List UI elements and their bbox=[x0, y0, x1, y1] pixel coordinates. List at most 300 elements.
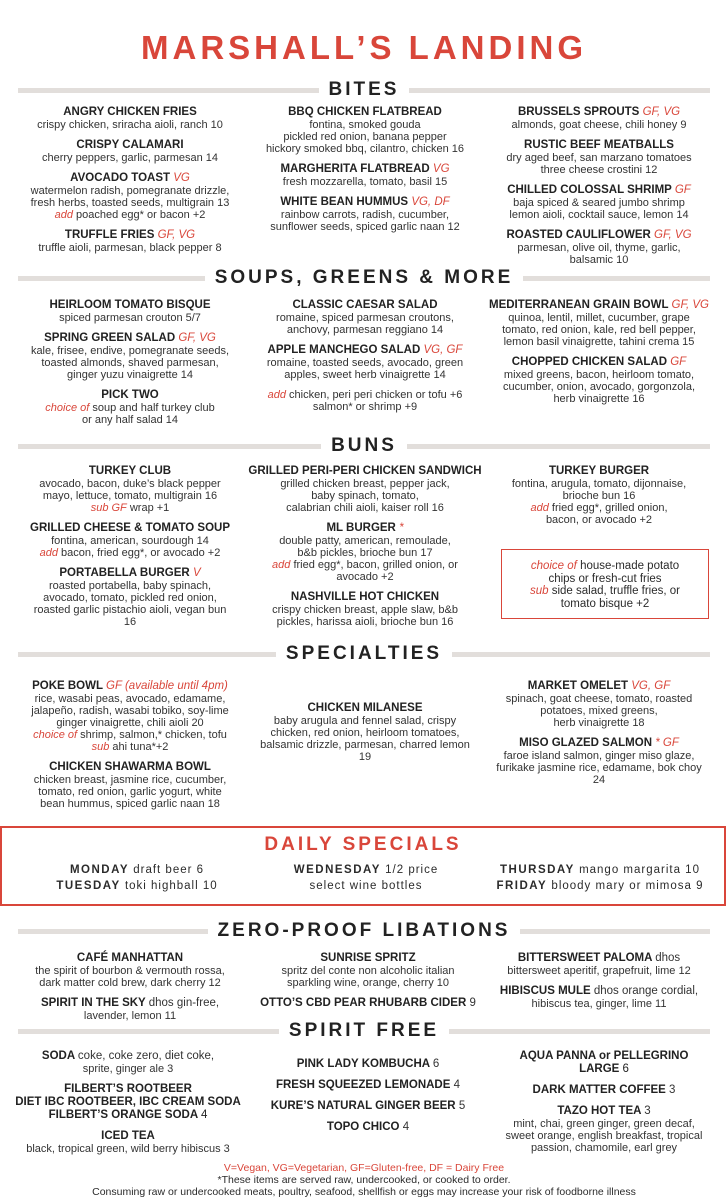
item-title: SPIRIT IN THE SKY bbox=[40, 997, 146, 1009]
item-addon bbox=[486, 502, 712, 514]
menu-item bbox=[486, 229, 712, 266]
item-inline-desc: 4 bbox=[402, 1121, 410, 1133]
item-desc: brioche bun 16 bbox=[562, 490, 636, 502]
addon-text: wrap +1 bbox=[129, 502, 170, 514]
item-desc: balsamic 10 bbox=[569, 254, 629, 266]
item-title: CHICKEN MILANESE bbox=[307, 702, 423, 714]
item-inline-desc: 3 bbox=[669, 1084, 676, 1096]
item-desc: quinoa, lentil, millet, cucumber, grape bbox=[508, 312, 690, 324]
raw-items-note: *These items are served raw, undercooked, or cooked to order. bbox=[217, 1174, 511, 1186]
item-name bbox=[247, 702, 483, 715]
item-desc: chicken breast, jasmine rice, cucumber, bbox=[33, 774, 227, 786]
daily-monday-tuesday: MONDAY draft beer 6 TUESDAY toki highball 10 bbox=[56, 864, 218, 892]
item-desc: jalapeño, radish, wasabi tobiko, soy-lime bbox=[31, 705, 229, 717]
item-title: GRILLED PERI-PERI CHICKEN SANDWICH bbox=[248, 465, 482, 477]
menu-item bbox=[244, 591, 486, 628]
menu-item bbox=[14, 522, 246, 559]
menu-item bbox=[247, 163, 483, 188]
item-desc: ginger yuzu vinaigrette 14 bbox=[67, 369, 193, 381]
item-title: BITTERSWEET PALOMA bbox=[517, 952, 653, 964]
item-desc: romaine, spiced parmesan croutons, bbox=[276, 312, 454, 324]
item-title: SUNRISE SPRITZ bbox=[320, 952, 416, 964]
menu-item bbox=[247, 344, 483, 381]
bites-col-3 bbox=[486, 106, 712, 274]
item-name-line bbox=[6, 1096, 250, 1109]
item-inline-desc: 3 bbox=[644, 1105, 651, 1117]
dietary-tag: VG bbox=[173, 172, 190, 184]
dietary-tag: VG, GF bbox=[631, 680, 671, 692]
dietary-tag: GF, VG bbox=[671, 299, 709, 311]
menu-item bbox=[247, 389, 483, 413]
menu-item bbox=[244, 522, 486, 583]
daily-specials-box bbox=[0, 826, 726, 906]
item-title: PINK LADY KOMBUCHA bbox=[296, 1058, 430, 1070]
menu-item bbox=[10, 997, 250, 1022]
addon-label: add bbox=[272, 559, 291, 571]
item-price: 6 bbox=[622, 1063, 629, 1075]
item-desc: grilled chicken breast, pepper jack, bbox=[280, 478, 450, 490]
item-name bbox=[10, 952, 250, 965]
item-inline-desc: 5 bbox=[458, 1100, 466, 1112]
item-desc: sparkling wine, orange, cherry 10 bbox=[286, 977, 450, 989]
item-desc: sweet orange, english breakfast, tropical bbox=[505, 1130, 703, 1142]
item-desc: bean hummus, spiced garlic naan 18 bbox=[40, 798, 220, 810]
item-name bbox=[486, 106, 712, 119]
item-title: RUSTIC BEEF MEATBALLS bbox=[524, 139, 674, 151]
item-desc: roasted garlic pistachio aioli, vegan bun bbox=[33, 604, 227, 616]
menu-item bbox=[250, 1058, 486, 1071]
item-desc: spiced parmesan crouton 5/7 bbox=[59, 312, 201, 324]
item-title: KURE’S NATURAL GINGER BEER bbox=[270, 1100, 456, 1112]
item-name bbox=[247, 344, 483, 357]
item-desc: truffle aioli, parmesan, black pepper 8 bbox=[38, 242, 222, 254]
item-desc: crispy chicken breast, apple slaw, b&b bbox=[272, 604, 458, 616]
item-title: TURKEY CLUB bbox=[88, 465, 172, 477]
item-name-line bbox=[6, 1109, 250, 1122]
item-title: WHITE BEAN HUMMUS bbox=[280, 196, 409, 208]
addon-label: add bbox=[530, 502, 549, 514]
item-addon bbox=[14, 547, 246, 559]
item-addon bbox=[14, 209, 246, 221]
item-title: PORTABELLA BURGER bbox=[59, 567, 190, 579]
item-title: TRUFFLE FRIES bbox=[64, 229, 155, 241]
item-name bbox=[14, 299, 246, 312]
dietary-tag: GF, VG bbox=[642, 106, 681, 118]
item-desc: fresh mozzarella, tomato, basil 15 bbox=[282, 176, 448, 188]
zero-col-2 bbox=[250, 952, 486, 1018]
item-desc: lavender, lemon 11 bbox=[83, 1010, 177, 1022]
menu-item bbox=[14, 567, 246, 628]
item-inline-desc: 4 bbox=[453, 1079, 461, 1091]
item-title: MISO GLAZED SALMON bbox=[519, 737, 653, 749]
item-name bbox=[14, 332, 246, 345]
item-desc: herb vinaigrette 16 bbox=[553, 393, 645, 405]
item-name bbox=[244, 591, 486, 604]
item-title: APPLE MANCHEGO SALAD bbox=[267, 344, 421, 356]
menu-item bbox=[486, 1105, 722, 1154]
item-desc: furikake jasmine rice, edamame, bok choy bbox=[496, 762, 702, 774]
menu-item bbox=[247, 106, 483, 155]
dietary-tag: V bbox=[192, 567, 201, 579]
item-desc: pickled red onion, banana pepper bbox=[283, 131, 447, 143]
specialties-col-1 bbox=[14, 680, 246, 818]
dietary-tag: GF, VG bbox=[178, 332, 216, 344]
menu-item bbox=[14, 332, 246, 381]
item-title: GRILLED CHEESE & TOMATO SOUP bbox=[30, 522, 230, 534]
item-title: ML BURGER bbox=[326, 522, 396, 534]
menu-item bbox=[486, 952, 712, 977]
item-desc: almonds, goat cheese, chili honey 9 bbox=[511, 119, 687, 131]
item-title: MARKET OMELET bbox=[527, 680, 629, 692]
menu-item bbox=[14, 761, 246, 810]
section-header-soups: SOUPS, GREENS & MORE bbox=[18, 267, 710, 289]
item-desc: baby arugula and fennel salad, crispy bbox=[273, 715, 457, 727]
item-desc: 24 bbox=[592, 774, 606, 786]
item-desc: fresh herbs, toasted seeds, multigrain 13 bbox=[30, 197, 230, 209]
item-desc: faroe island salmon, ginger miso glaze, bbox=[503, 750, 695, 762]
item-desc: bacon, or avocado +2 bbox=[545, 514, 653, 526]
menu-item bbox=[250, 952, 486, 989]
buns-col-3 bbox=[486, 465, 712, 534]
sides-note-box: choice of house-made potato chips or fresh-cut fries sub side salad, truffle fries, or tomato bisque +2 bbox=[501, 549, 709, 619]
item-title: ICED TEA bbox=[101, 1130, 155, 1142]
addon-text: fried egg*, grilled onion, bbox=[551, 502, 668, 514]
dietary-tag: VG, GF bbox=[423, 344, 463, 356]
menu-item bbox=[14, 680, 246, 753]
menu-item bbox=[6, 1050, 250, 1075]
item-addon bbox=[14, 402, 246, 414]
item-name bbox=[250, 1058, 486, 1071]
dietary-tag: VG, DF bbox=[411, 196, 450, 208]
item-name bbox=[250, 1121, 486, 1134]
item-title: TAZO HOT TEA bbox=[557, 1105, 642, 1117]
dietary-legend: V=Vegan, VG=Vegetarian, GF=Gluten-free, DF = Dairy Free bbox=[223, 1162, 505, 1174]
item-desc: tomato, red onion, kale, red bell pepper, bbox=[502, 324, 696, 336]
item-title: NASHVILLE HOT CHICKEN bbox=[290, 591, 440, 603]
addon-label: add bbox=[39, 547, 58, 559]
item-desc: the spirit of bourbon & vermouth rossa, bbox=[35, 965, 225, 977]
item-name bbox=[244, 522, 486, 535]
item-title: ROASTED CAULIFLOWER bbox=[506, 229, 651, 241]
item-title: CHILLED COLOSSAL SHRIMP bbox=[507, 184, 672, 196]
menu-item bbox=[250, 1079, 486, 1092]
spirit-col-1 bbox=[6, 1050, 250, 1163]
item-desc: mayo, lettuce, tomato, multigrain 16 bbox=[42, 490, 218, 502]
menu-item bbox=[6, 1130, 250, 1155]
menu-item bbox=[486, 184, 712, 221]
item-desc: cherry peppers, garlic, parmesan 14 bbox=[41, 152, 219, 164]
item-desc: spinach, goat cheese, tomato, roasted bbox=[505, 693, 693, 705]
dietary-tag: * GF bbox=[655, 737, 679, 749]
bites-col-1 bbox=[14, 106, 246, 262]
spirit-col-3 bbox=[486, 1050, 722, 1162]
section-header-zero-proof: ZERO-PROOF LIBATIONS bbox=[18, 920, 710, 942]
item-title: AVOCADO TOAST bbox=[70, 172, 171, 184]
item-addon bbox=[244, 559, 486, 571]
restaurant-title: MARSHALL’S LANDING bbox=[141, 29, 587, 66]
item-title: TOPO CHICO bbox=[326, 1121, 400, 1133]
item-addon bbox=[14, 729, 246, 741]
item-name bbox=[486, 139, 712, 152]
menu-item bbox=[486, 106, 712, 131]
item-name bbox=[14, 229, 246, 242]
item-title: CLASSIC CAESAR SALAD bbox=[292, 299, 438, 311]
menu-item bbox=[244, 465, 486, 514]
item-name bbox=[486, 952, 712, 965]
dietary-tag: GF (available until 4pm) bbox=[106, 680, 228, 692]
item-desc: avocado +2 bbox=[336, 571, 394, 583]
item-desc: anchovy, parmesan reggiano 14 bbox=[286, 324, 444, 336]
item-name bbox=[486, 299, 712, 312]
item-desc: avocado, tomato, pickled red onion, bbox=[43, 592, 217, 604]
section-header-spirit-free: SPIRIT FREE bbox=[18, 1020, 710, 1042]
item-desc: fontina, arugula, tomato, dijonnaise, bbox=[511, 478, 687, 490]
item-name bbox=[486, 184, 712, 197]
menu-item bbox=[486, 465, 712, 526]
item-desc: chicken, red onion, heirloom tomatoes, bbox=[270, 727, 460, 739]
menu-item bbox=[250, 997, 486, 1010]
item-title: HEIRLOOM TOMATO BISQUE bbox=[49, 299, 211, 311]
item-desc: lemon basil vinaigrette, tahini crema 15 bbox=[503, 336, 695, 348]
menu-item bbox=[14, 299, 246, 324]
dietary-tag: GF, VG bbox=[654, 229, 692, 241]
item-name bbox=[14, 172, 246, 185]
spirit-col-2 bbox=[250, 1058, 486, 1142]
item-desc: avocado, bacon, duke’s black pepper bbox=[39, 478, 221, 490]
item-name bbox=[14, 567, 246, 580]
item-desc: fontina, american, sourdough 14 bbox=[51, 535, 209, 547]
item-title: LARGE bbox=[579, 1063, 620, 1075]
addon-label: add bbox=[267, 389, 286, 401]
item-desc: 16 bbox=[123, 616, 137, 628]
menu-item bbox=[14, 465, 246, 514]
menu-item bbox=[250, 1100, 486, 1113]
menu-item bbox=[486, 1050, 722, 1076]
addon-text: bacon, fried egg*, or avocado +2 bbox=[61, 547, 221, 559]
menu-item bbox=[486, 299, 712, 348]
item-desc: mint, chai, green ginger, green decaf, bbox=[513, 1118, 695, 1130]
item-name bbox=[6, 1050, 250, 1063]
item-title: SODA bbox=[41, 1050, 75, 1062]
addon-text: soup and half turkey club bbox=[92, 402, 215, 414]
item-name bbox=[244, 465, 486, 478]
item-inline-desc: dhos orange cordial, bbox=[593, 985, 699, 997]
item-title: BRUSSELS SPROUTS bbox=[517, 106, 640, 118]
item-title: CAFÉ MANHATTAN bbox=[76, 952, 184, 964]
bites-col-2 bbox=[247, 106, 483, 241]
item-title: SPRING GREEN SALAD bbox=[44, 332, 176, 344]
item-price: 4 bbox=[200, 1109, 208, 1121]
item-title: FILBERT’S ORANGE SODA bbox=[48, 1109, 198, 1121]
item-desc: black, tropical green, wild berry hibiscus 3 bbox=[26, 1143, 230, 1155]
menu-item bbox=[486, 985, 712, 1010]
addon-label: add bbox=[54, 209, 73, 221]
dietary-tag: GF bbox=[670, 356, 687, 368]
item-desc: bittersweet aperitif, grapefruit, lime 12 bbox=[507, 965, 691, 977]
item-addon bbox=[14, 741, 246, 753]
item-desc: fontina, smoked gouda bbox=[309, 119, 421, 131]
item-addon bbox=[14, 502, 246, 514]
item-name bbox=[250, 1079, 486, 1092]
item-name bbox=[247, 163, 483, 176]
addon-text: shrimp, salmon,* chicken, tofu bbox=[80, 729, 227, 741]
dietary-tag: GF, VG bbox=[157, 229, 196, 241]
buns-col-2 bbox=[244, 465, 486, 636]
addon-text: poached egg* or bacon +2 bbox=[76, 209, 206, 221]
item-desc: salmon* or shrimp +9 bbox=[312, 401, 418, 413]
menu-item bbox=[486, 356, 712, 405]
buns-col-1 bbox=[14, 465, 246, 636]
item-name bbox=[486, 680, 712, 693]
item-desc: roasted portabella, baby spinach, bbox=[48, 580, 212, 592]
item-desc: baby spinach, tomato, bbox=[311, 490, 419, 502]
item-name bbox=[14, 106, 246, 119]
dietary-tag: * bbox=[399, 522, 404, 534]
daily-wednesday: WEDNESDAY 1/2 price select wine bottles bbox=[293, 864, 439, 892]
item-name bbox=[14, 139, 246, 152]
item-desc: mixed greens, bacon, heirloom tomato, bbox=[503, 369, 695, 381]
soups-col-2 bbox=[247, 299, 483, 421]
item-name bbox=[250, 1100, 486, 1113]
item-desc: baja spiced & seared jumbo shrimp bbox=[513, 197, 685, 209]
item-name bbox=[250, 952, 486, 965]
menu-item bbox=[486, 680, 712, 729]
daily-specials-title: DAILY SPECIALS bbox=[264, 834, 462, 855]
menu-item bbox=[486, 1084, 722, 1097]
item-name bbox=[14, 465, 246, 478]
item-inline-desc: 9 bbox=[469, 997, 476, 1009]
item-desc: dark matter cold brew, dark cherry 12 bbox=[39, 977, 221, 989]
item-desc: lemon aioli, cocktail sauce, lemon 14 bbox=[509, 209, 689, 221]
specialties-col-2 bbox=[247, 702, 483, 771]
item-desc: or any half salad 14 bbox=[81, 414, 178, 426]
item-desc: toasted almonds, shaved parmesan, bbox=[41, 357, 219, 369]
section-header-buns: BUNS bbox=[18, 435, 710, 457]
item-title: CRISPY CALAMARI bbox=[76, 139, 184, 151]
addon-label: choice of bbox=[33, 729, 78, 741]
item-title: POKE BOWL bbox=[32, 680, 103, 692]
item-desc: b&b pickles, brioche bun 17 bbox=[297, 547, 433, 559]
addon-label: sub GF bbox=[90, 502, 127, 514]
menu-item bbox=[14, 172, 246, 221]
item-desc: watermelon radish, pomegranate drizzle, bbox=[30, 185, 230, 197]
item-name bbox=[486, 1105, 722, 1118]
menu-item bbox=[250, 1121, 486, 1134]
item-name bbox=[247, 299, 483, 312]
item-desc: dry aged beef, san marzano tomatoes bbox=[506, 152, 692, 164]
item-title: BBQ CHICKEN FLATBREAD bbox=[288, 106, 442, 118]
item-name bbox=[14, 389, 246, 402]
item-title: CHOPPED CHICKEN SALAD bbox=[511, 356, 668, 368]
item-title: TURKEY BURGER bbox=[548, 465, 650, 477]
specialties-col-3 bbox=[486, 680, 712, 794]
item-desc: pickles, harissa aioli, brioche bun 16 bbox=[276, 616, 454, 628]
item-name bbox=[486, 1084, 722, 1097]
item-desc: parmesan, olive oil, thyme, garlic, bbox=[517, 242, 681, 254]
item-desc: sprite, ginger ale 3 bbox=[82, 1063, 174, 1075]
dietary-tag: VG bbox=[432, 163, 450, 175]
item-desc: spritz del conte non alcoholic italian bbox=[281, 965, 455, 977]
item-desc: rice, wasabi peas, avocado, edamame, bbox=[34, 693, 226, 705]
item-name bbox=[247, 106, 483, 119]
menu-item bbox=[14, 139, 246, 164]
item-title: FRESH SQUEEZED LEMONADE bbox=[275, 1079, 451, 1091]
addon-label: choice of bbox=[45, 402, 90, 414]
item-desc: three cheese crostini 12 bbox=[540, 164, 658, 176]
item-inline-desc: dhos gin-free, bbox=[148, 997, 220, 1009]
item-title: MARGHERITA FLATBREAD bbox=[280, 163, 430, 175]
item-title: FILBERT’S ROOTBEER bbox=[64, 1083, 192, 1095]
menu-item bbox=[14, 106, 246, 131]
item-inline-desc: dhos bbox=[655, 952, 681, 964]
menu-item bbox=[486, 139, 712, 176]
item-inline-desc: coke, coke zero, diet coke, bbox=[77, 1050, 215, 1062]
menu-item bbox=[14, 229, 246, 254]
item-desc: calabrian chili aioli, kaiser roll 16 bbox=[286, 502, 444, 514]
zero-col-3 bbox=[486, 952, 712, 1018]
item-name bbox=[486, 985, 712, 998]
item-desc: romaine, toasted seeds, avocado, green bbox=[266, 357, 464, 369]
item-name bbox=[486, 356, 712, 369]
item-desc: 19 bbox=[358, 751, 372, 763]
item-desc: cucumber, onion, avocado, gorgonzola, bbox=[502, 381, 696, 393]
dietary-tag: GF bbox=[674, 184, 691, 196]
item-name bbox=[486, 737, 712, 750]
menu-item bbox=[247, 196, 483, 233]
item-title: DARK MATTER COFFEE bbox=[532, 1084, 666, 1096]
item-desc: rainbow carrots, radish, cucumber, bbox=[280, 209, 450, 221]
menu-item bbox=[10, 952, 250, 989]
addon-text: chicken, peri peri chicken or tofu +6 bbox=[289, 389, 463, 401]
addon-text: ahi tuna*+2 bbox=[112, 741, 169, 753]
item-title: OTTO’S CBD PEAR RHUBARB CIDER bbox=[260, 997, 467, 1009]
section-header-bites: BITES bbox=[18, 79, 710, 101]
item-name bbox=[486, 465, 712, 478]
item-desc: kale, frisee, endive, pomegranate seeds, bbox=[30, 345, 230, 357]
item-title: ANGRY CHICKEN FRIES bbox=[63, 106, 197, 118]
item-desc: passion, chamomile, earl grey bbox=[530, 1142, 678, 1154]
item-name bbox=[10, 997, 250, 1010]
item-desc: potatoes, mixed greens, bbox=[540, 705, 658, 717]
item-addon bbox=[247, 389, 483, 401]
item-title: CHICKEN SHAWARMA BOWL bbox=[49, 761, 211, 773]
soups-col-3 bbox=[486, 299, 712, 413]
menu-item bbox=[14, 389, 246, 426]
item-title: AQUA PANNA or PELLEGRINO bbox=[519, 1050, 689, 1062]
item-desc: herb vinaigrette 18 bbox=[553, 717, 645, 729]
item-name bbox=[14, 680, 246, 693]
item-name bbox=[486, 229, 712, 242]
menu-item bbox=[486, 737, 712, 786]
item-name-line bbox=[486, 1063, 722, 1076]
item-name bbox=[14, 522, 246, 535]
daily-thursday-friday: THURSDAY mango margarita 10 FRIDAY bloody mary or mimosa 9 bbox=[496, 864, 704, 892]
item-name bbox=[6, 1083, 250, 1096]
item-inline-desc: 6 bbox=[432, 1058, 440, 1070]
addon-text: fried egg*, bacon, grilled onion, or bbox=[293, 559, 458, 571]
menu-item bbox=[6, 1083, 250, 1122]
item-title: DIET IBC ROOTBEER, IBC CREAM SODA bbox=[15, 1096, 241, 1108]
menu-item bbox=[247, 299, 483, 336]
item-desc: apples, sweet herb vinaigrette 14 bbox=[284, 369, 446, 381]
menu-item bbox=[247, 702, 483, 763]
item-desc: hibiscus tea, ginger, lime 11 bbox=[531, 998, 667, 1010]
item-name bbox=[250, 997, 486, 1010]
item-desc: double patty, american, remoulade, bbox=[279, 535, 451, 547]
item-desc: balsamic drizzle, parmesan, charred lemon bbox=[260, 739, 470, 751]
item-desc: sunflower seeds, spiced garlic naan 12 bbox=[270, 221, 460, 233]
foodborne-warning: Consuming raw or undercooked meats, poultry, seafood, shellfish or eggs may increase your risk of foodborne illness bbox=[92, 1186, 636, 1198]
